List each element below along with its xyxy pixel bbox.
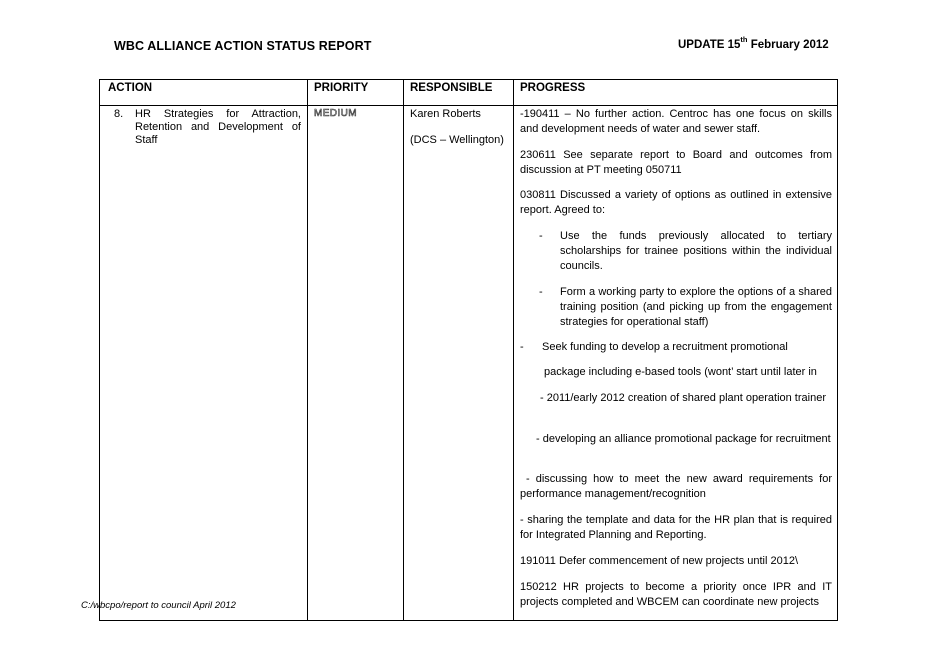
column-header-progress: PROGRESS (520, 82, 586, 94)
progress-entry: - Seek funding to develop a recruitment promotional (520, 341, 788, 353)
progress-entry: -190411 – No further action. Centroc has one focus on skills and development needs of water and sewer staff. (520, 108, 832, 135)
status-table (99, 79, 838, 621)
progress-entry: - 2011/early 2012 creation of shared plant operation trainer (540, 392, 826, 404)
progress-entry: 191011 Defer commencement of new projects until 2012\ (520, 555, 799, 567)
column-header-responsible: RESPONSIBLE (410, 82, 493, 94)
column-header-priority: PRIORITY (314, 82, 369, 94)
column-divider (403, 80, 404, 620)
header-divider (100, 105, 837, 106)
column-divider (513, 80, 514, 620)
progress-bullet: - Form a working party to explore the options of a shared training position (and picking up from the engagement strategies for operational staff) (539, 286, 832, 328)
column-header-action: ACTION (108, 82, 153, 94)
progress-entry: 150212 HR projects to become a priority once IPR and IT projects completed and WBCEM can coordinate new projects (520, 581, 832, 608)
column-divider (307, 80, 308, 620)
update-date (678, 35, 829, 51)
responsible-org: (DCS – Wellington) (410, 134, 504, 146)
progress-bullet-text: Use the funds previously allocated to tertiary scholarships for trainee positions within the individual councils. (560, 230, 832, 272)
progress-entry: - discussing how to meet the new award requirements for performance management/recognition (520, 473, 832, 500)
progress-entry: 030811 Discussed a variety of options as outlined in extensive report. Agreed to: (520, 189, 832, 216)
update-sup: th (740, 35, 748, 45)
progress-bullet: - Use the funds previously allocated to tertiary scholarships for trainee positions within the individual councils. (539, 230, 832, 272)
action-description: HR Strategies for Attraction, Retention and Development of Staff (135, 108, 301, 146)
progress-entry: package including e-based tools (wont’ start until later in (544, 366, 817, 378)
progress-bullet-text: Form a working party to explore the options of a shared training position (and picking up from the engagement strategies for operational staff) (560, 286, 832, 328)
action-number: 8. (114, 108, 124, 120)
progress-entry: 230611 See separate report to Board and outcomes from discussion at PT meeting 050711 (520, 149, 832, 176)
progress-entry: - developing an alliance promotional package for recruitment (536, 433, 831, 445)
footer-path: C:/wbcpo/report to council April 2012 (81, 600, 236, 611)
responsible-name: Karen Roberts (410, 108, 481, 120)
progress-entry: - sharing the template and data for the HR plan that is required for Integrated Planning and Reporting. (520, 514, 832, 541)
update-prefix: UPDATE 15 (678, 39, 741, 51)
report-title: WBC ALLIANCE ACTION STATUS REPORT (114, 39, 372, 53)
update-suffix: February 2012 (747, 39, 829, 51)
priority-value: MEDIUM (314, 108, 357, 119)
